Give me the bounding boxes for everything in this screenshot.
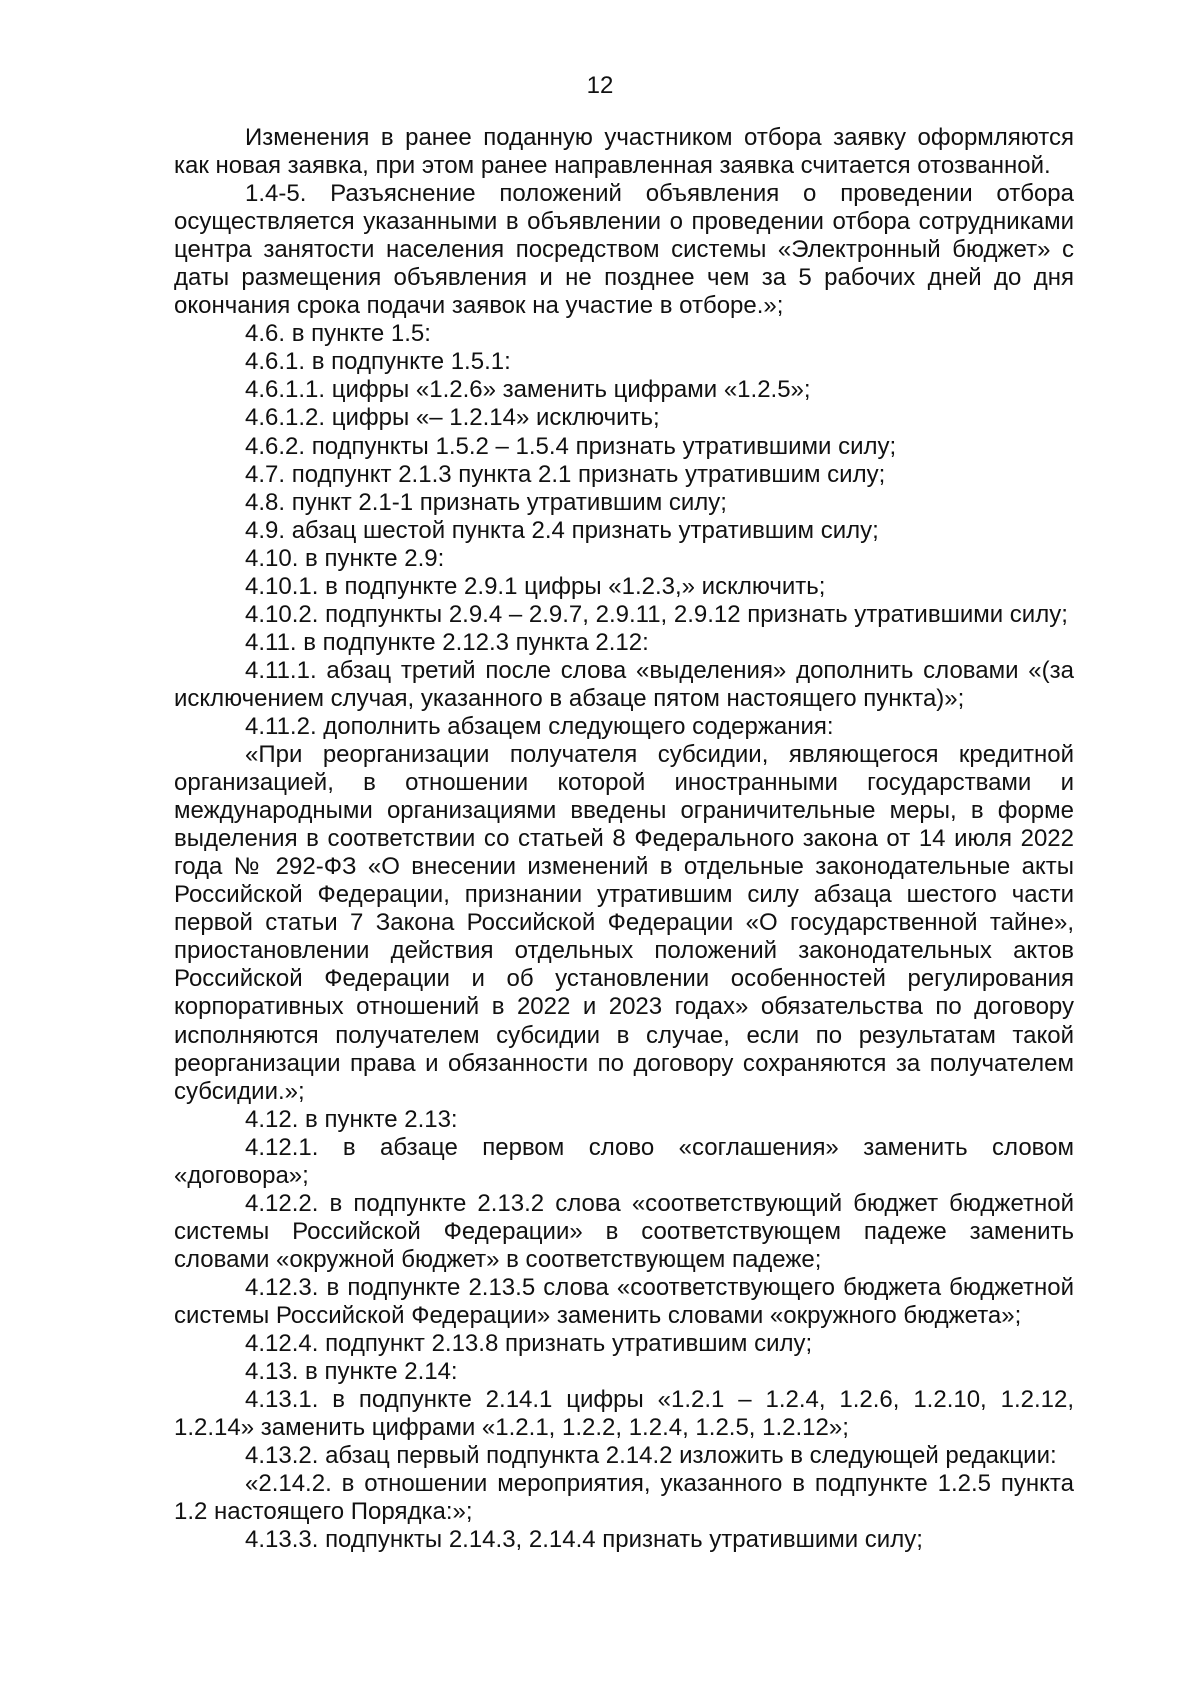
paragraph: 4.13. в пункте 2.14: [245, 1358, 458, 1386]
paragraph: 4.10.1. в подпункте 2.9.1 цифры «1.2.3,» исключить; [245, 572, 826, 600]
paragraph: 4.13.3. подпункты 2.14.3, 2.14.4 признать утратившими силу; [245, 1526, 923, 1554]
paragraph: 4.6.1. в подпункте 1.5.1: [245, 348, 511, 376]
paragraph: 4.10.2. подпункты 2.9.4 – 2.9.7, 2.9.11, 2.9.12 признать утратившими силу; [245, 600, 1068, 628]
paragraph: 1.4-5. Разъяснение положений объявления о проведении отбора осуществляется указанными в объявлении о проведении отбора сотрудниками центра занятости населения посредством системы «Электронный бюджет» с даты размещения объявления и не позднее чем за 5 рабочих дней до дня окончания срока подачи заявок на участие в отборе.»; [174, 180, 1074, 320]
paragraph: 4.8. пункт 2.1-1 признать утратившим силу; [245, 488, 727, 516]
paragraph: 4.6.2. подпункты 1.5.2 – 1.5.4 признать утратившими силу; [245, 432, 897, 460]
paragraph: Изменения в ранее поданную участником отбора заявку оформляются как новая заявка, при этом ранее направленная заявка считается отозванной. [174, 124, 1074, 180]
quoted-paragraph: «2.14.2. в отношении мероприятия, указанного в подпункте 1.2.5 пункта 1.2 настоящего Порядка:»; [174, 1470, 1074, 1526]
paragraph: 4.12. в пункте 2.13: [245, 1105, 458, 1133]
paragraph: 4.12.2. в подпункте 2.13.2 слова «соответствующий бюджет бюджетной системы Российской Федерации» в соответствующем падеже заменить словами «окружной бюджет» в соответствующем падеже; [174, 1189, 1074, 1273]
paragraph: 4.13.2. абзац первый подпункта 2.14.2 изложить в следующей редакции: [245, 1442, 1057, 1470]
paragraph: 4.12.3. в подпункте 2.13.5 слова «соответствующего бюджета бюджетной системы Российской Федерации» заменить словами «окружного бюджета»; [174, 1273, 1074, 1329]
paragraph: 4.13.1. в подпункте 2.14.1 цифры «1.2.1 – 1.2.4, 1.2.6, 1.2.10, 1.2.12, 1.2.14» заменить цифрами «1.2.1, 1.2.2, 1.2.4, 1.2.5, 1.2.12»; [174, 1386, 1074, 1442]
paragraph: 4.6.1.2. цифры «– 1.2.14» исключить; [245, 404, 660, 432]
paragraph: 4.9. абзац шестой пункта 2.4 признать утратившим силу; [245, 516, 879, 544]
paragraph: 4.12.1. в абзаце первом слово «соглашения» заменить словом «договора»; [174, 1133, 1074, 1189]
page-number: 12 [586, 72, 614, 99]
paragraph: 4.11.1. абзац третий после слова «выделения» дополнить словами «(за исключением случая, указанного в абзаце пятом настоящего пункта)»; [174, 656, 1074, 712]
document-body [174, 124, 1074, 1554]
paragraph: 4.11. в подпункте 2.12.3 пункта 2.12: [245, 628, 649, 656]
paragraph: 4.6.1.1. цифры «1.2.6» заменить цифрами «1.2.5»; [245, 376, 811, 404]
paragraph: 4.6. в пункте 1.5: [245, 320, 431, 348]
quoted-paragraph: «При реорганизации получателя субсидии, являющегося кредитной организацией, в отношении которой иностранными государствами и международными организациями введены ограничительные меры, в форме выделения в соответствии со статьей 8 Федерального закона от 14 июля 2022 года № 292-ФЗ «О внесении изменений в отдельные законодательные акты Российской Федерации, признании утратившим силу абзаца шестого части первой статьи 7 Закона Российской Федерации «О государственной тайне», приостановлении действия отдельных положений законодательных актов Российской Федерации и об установлении особенностей регулирования корпоративных отношений в 2022 и 2023 годах» обязательства по договору исполняются получателем субсидии в случае, если по результатам такой реорганизации права и обязанности по договору сохраняются за получателем субсидии.»; [174, 741, 1074, 1105]
paragraph: 4.12.4. подпункт 2.13.8 признать утратившим силу; [245, 1330, 813, 1358]
paragraph: 4.11.2. дополнить абзацем следующего содержания: [245, 712, 834, 740]
paragraph: 4.7. подпункт 2.1.3 пункта 2.1 признать утратившим силу; [245, 460, 886, 488]
paragraph: 4.10. в пункте 2.9: [245, 544, 445, 572]
